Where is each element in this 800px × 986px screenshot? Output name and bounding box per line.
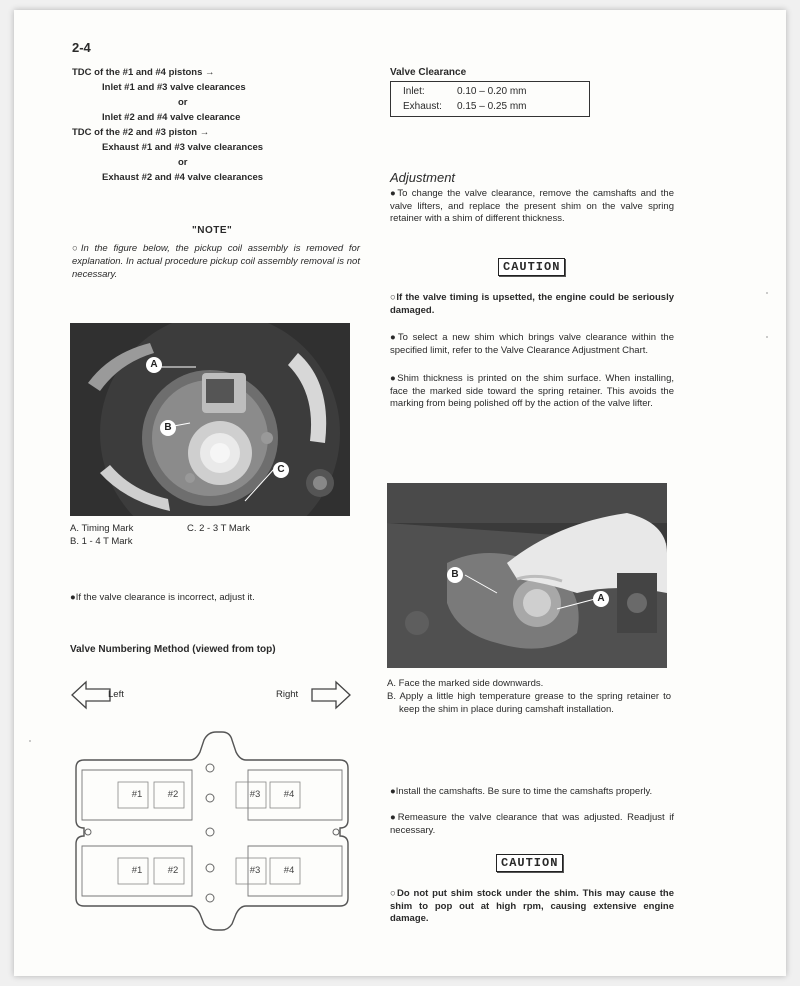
tdc-line-2: Inlet #1 and #3 valve clearances — [102, 82, 246, 93]
timing-mark-photo — [70, 323, 350, 516]
caption-b-1-4t-mark: B. 1 - 4 T Mark — [70, 536, 133, 547]
label-a-timing: A — [146, 357, 162, 373]
tdc-line-5: Exhaust #1 and #3 valve clearances — [102, 142, 264, 153]
caution-text-2: ○Do not put shim stock under the shim. This may cause the shim to pop out at high rpm, causing extensive engine damage. — [390, 888, 674, 924]
caution-badge-2: CAUTION — [496, 854, 563, 872]
shim-install-photo-image — [387, 483, 667, 668]
tdc-instructions — [72, 65, 263, 185]
note-title: "NOTE" — [192, 225, 233, 236]
label-b-shim: B — [447, 567, 463, 583]
tdc-line-4: TDC of the #2 and #3 piston → — [72, 127, 210, 138]
install-para-2: ●Remeasure the valve clearance that was adjusted. Readjust if necessary. — [390, 812, 674, 836]
valve-top-4: #4 — [283, 789, 295, 800]
tdc-or-1: or — [178, 97, 188, 108]
label-b-timing: B — [160, 420, 176, 436]
clearance-inlet-value: 0.10 – 0.20 mm — [457, 86, 527, 97]
timing-mark-photo-image — [70, 323, 350, 516]
clearance-inlet-label: Inlet: — [403, 86, 425, 97]
valve-bottom-4: #4 — [283, 865, 295, 876]
incorrect-clearance-text: ●If the valve clearance is incorrect, adjust it. — [70, 592, 255, 603]
valve-top-3: #3 — [249, 789, 261, 800]
valve-bottom-2: #2 — [167, 865, 179, 876]
adjustment-title: Adjustment — [390, 170, 456, 185]
caution-badge-1: CAUTION — [498, 258, 565, 276]
clearance-row-inlet — [391, 84, 589, 99]
caption-a-timing-mark: A. Timing Mark — [70, 523, 134, 534]
valve-bottom-1: #1 — [131, 865, 143, 876]
right-label: Right — [276, 689, 299, 700]
clearance-exhaust-label: Exhaust: — [403, 101, 442, 112]
adjustment-para-2: ●To select a new shim which brings valve clearance within the specified limit, refer to the Valve Clearance Adjustment Chart. — [390, 332, 674, 356]
valve-bottom-3: #3 — [249, 865, 261, 876]
valve-clearance-table — [390, 81, 590, 117]
valve-top-2: #2 — [167, 789, 179, 800]
scan-speck — [29, 740, 31, 742]
caution-text-1: ○If the valve timing is upsetted, the engine could be seriously damaged. — [390, 292, 674, 316]
tdc-or-2: or — [178, 157, 188, 168]
right-arrow-icon — [308, 680, 352, 710]
manual-page — [14, 10, 786, 976]
adjustment-para-1: ●To change the valve clearance, remove the camshafts and the valve lifters, and replace the present shim on the valve spring retainer with a shim of different thickness. — [390, 188, 674, 224]
caption-c-2-3t-mark: C. 2 - 3 T Mark — [187, 523, 250, 534]
adjustment-para-3: ●Shim thickness is printed on the shim surface. When installing, face the marked side toward the spring retainer. This avoids the marking from being polished off by the action of the valve lifter. — [390, 373, 674, 409]
valve-clearance-title: Valve Clearance — [390, 67, 467, 78]
tdc-line-6: Exhaust #2 and #4 valve clearances — [102, 172, 264, 183]
label-a-shim: A — [593, 591, 609, 607]
shim-install-photo — [387, 483, 667, 668]
caption-b-shim: B. Apply a little high temperature grease to the spring retainer to keep the shim in place during camshaft installation. — [387, 691, 671, 715]
scan-speck — [766, 336, 768, 338]
cylinder-head-outline — [70, 728, 355, 933]
install-para-1: ●Install the camshafts. Be sure to time the camshafts properly. — [390, 786, 653, 797]
tdc-line-3: Inlet #2 and #4 valve clearance — [102, 112, 241, 123]
clearance-row-exhaust — [391, 99, 589, 114]
valve-top-1: #1 — [131, 789, 143, 800]
left-label: Left — [108, 689, 124, 700]
valve-numbering-title: Valve Numbering Method (viewed from top) — [70, 644, 276, 655]
tdc-line-1: TDC of the #1 and #4 pistons → — [72, 67, 215, 78]
label-c-timing: C — [273, 462, 289, 478]
page-number: 2-4 — [72, 40, 91, 55]
valve-numbering-diagram — [70, 728, 355, 933]
clearance-exhaust-value: 0.15 – 0.25 mm — [457, 101, 527, 112]
caption-a-shim: A. Face the marked side downwards. — [387, 678, 544, 689]
scan-speck — [766, 292, 768, 294]
note-text: ○In the figure below, the pickup coil assembly is removed for explanation. In actual procedure pickup coil assembly removal is not necessary. — [72, 243, 360, 280]
